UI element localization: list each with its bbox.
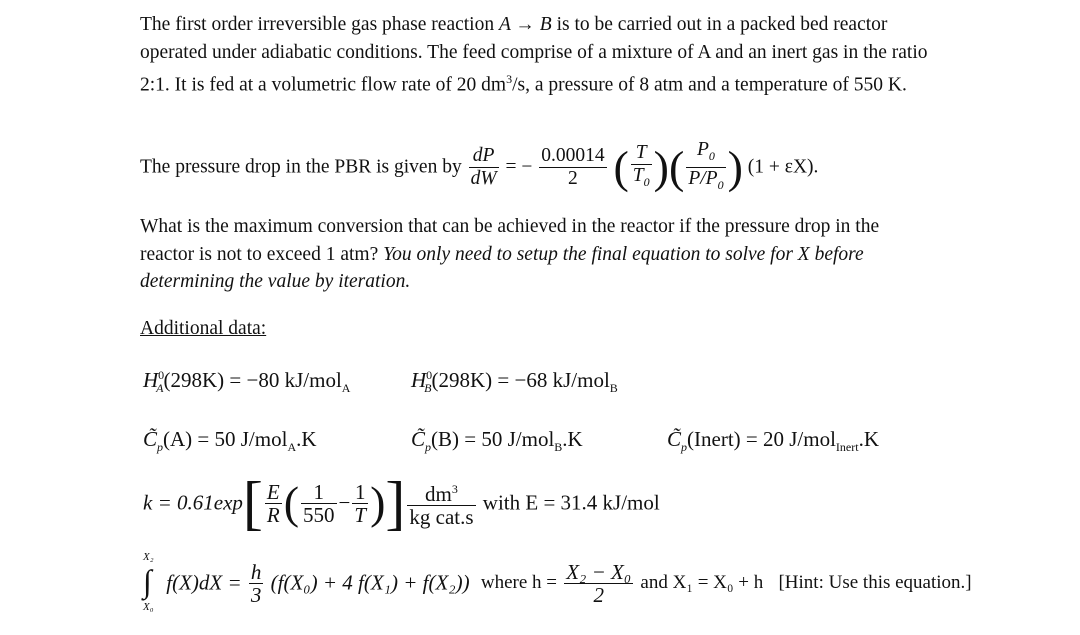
dp-dw-fraction: $\frac{dP}{dW}$ <box>470 144 497 189</box>
heat-capacity-inert: $C̃_p(Inert) = 20$ J/mol$_{Inert}$.K <box>667 427 879 455</box>
enthalpy-b: $H^0_B(298K) = -68$ kJ/mol$_B$ <box>411 368 618 396</box>
reaction-equation: A → B <box>498 14 552 35</box>
heat-capacity-a: $C̃_p(A) = 50$ J/mol$_A$.K <box>143 427 317 455</box>
hint-text: [Hint: Use this equation.] <box>778 572 972 593</box>
enthalpy-a: $H^0_A(298K) = -80$ kJ/mol$_A$ <box>143 368 351 396</box>
additional-data-heading: Additional data: <box>140 318 267 339</box>
constant-fraction: $\frac{0.00014}{2}$ <box>541 144 605 189</box>
problem-statement: The first order irreversible gas phase reaction A → B is to be carried out in a packed bed reactor operated under adiabatic conditions. The feed comprise of a mixture of A and an inert gas in the ratio 2:1. It is fed at a volumetric flow rate of 20 $dm^3/s$, a pressure of 8 atm and a temperature of 550 K. <box>140 14 928 96</box>
rate-units: $\frac{dm^3}{\text{kg cat.s}}$ <box>407 478 475 528</box>
rate-constant-equation: k = 0.61exp[ $\frac{E}{R}$ ( $\frac{1}{550}$ − $\frac{1}{T}$ )] $\frac{dm^3}{\text{kg cat.s}}$ with E = 31.4 kJ/mol <box>143 470 660 536</box>
pressure-drop-label: The pressure drop in the PBR is given by <box>140 156 462 178</box>
pressure-ratio: $\frac{P_0}{P/P_0}$ <box>688 139 724 192</box>
simpsons-rule-equation: ∫ X₂ X₀ f(X)dX = $\frac{h}{3}$ (f(X₀) + 4 f(X₁) + f(X₂)) where h = $\frac{\text{X₂ − X₀}}{2}$ and X₁ = X₀ + h [Hint: Use this equation.] <box>143 551 972 613</box>
pressure-drop-line: The pressure drop in the PBR is given by $\frac{dP}{dW}$ = − $\frac{0.00014}{2}$ ( $\frac{T}{T_0}$ )( $\frac{P_0}{P/P_0}$ ) (1 + εX). <box>140 139 818 196</box>
heat-capacity-b: $C̃_p(B) = 50$ J/mol$_B$.K <box>411 427 583 455</box>
temperature-ratio: $\frac{T}{T_0}$ <box>632 141 650 189</box>
question-text: What is the maximum conversion that can be achieved in the reactor if the pressure drop in the reactor is not to exceed 1 atm? You only need to setup the final equation to solve for X before determining the value by iteration. <box>140 216 880 292</box>
